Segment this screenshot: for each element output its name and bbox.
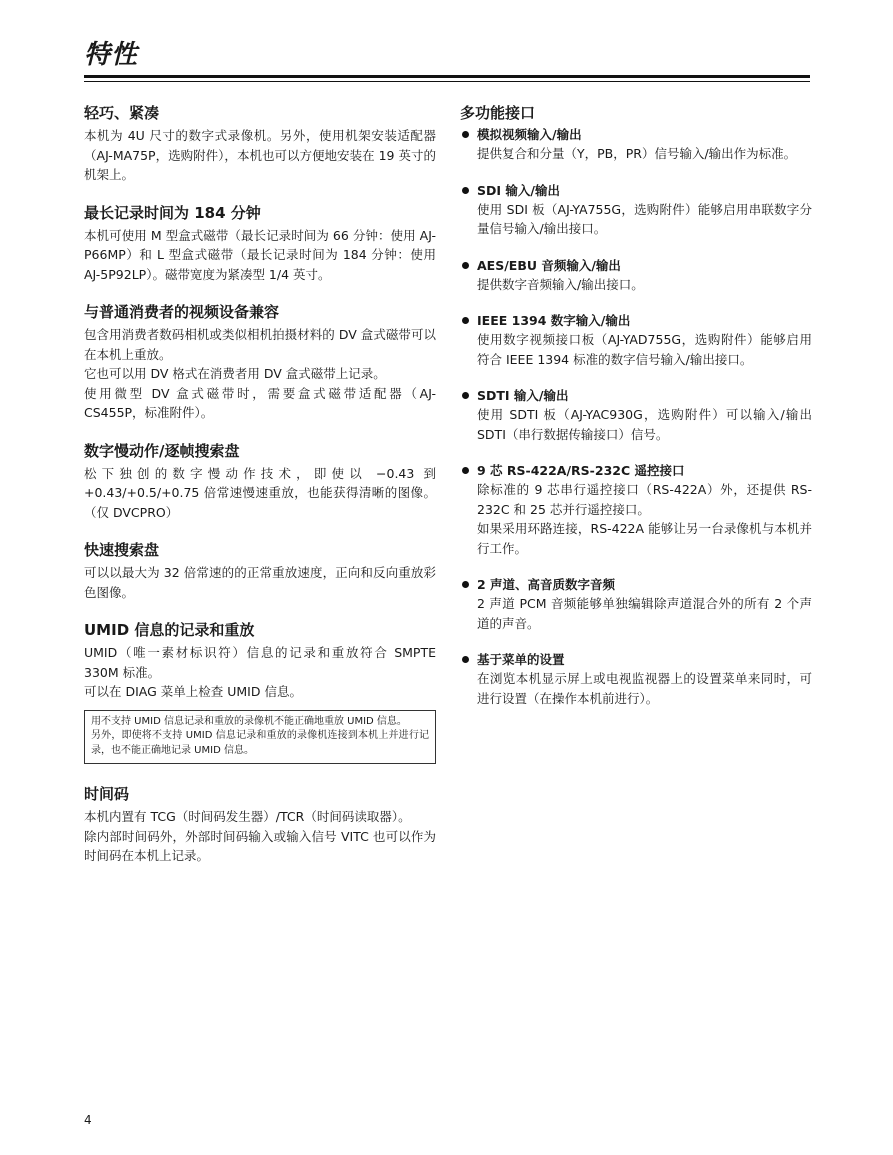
bullet-icon [462,131,469,138]
feature-paragraph: 在浏览本机显示屏上或电视监视器上的设置菜单来同时，可进行设置（在操作本机前进行）。 [477,671,812,706]
title-rule-thick [84,75,810,78]
feature-menu-setup [460,650,812,708]
section-heading: 快速搜索盘 [84,541,160,559]
section-paragraph: 它也可以用 DV 格式在消费者用 DV 盒式磁带上记录。 [84,366,386,381]
section-paragraph: UMID（唯一素材标识符）信息的记录和重放符合 SMPTE 330M 标准。 [84,645,436,680]
left-column [84,103,436,884]
section-record-time [84,203,436,285]
bullet-icon [462,581,469,588]
section-paragraph: 本机为 4U 尺寸的数字式录像机。另外，使用机架安装适配器（AJ-MA75P，选购附件），本机也可以方便地安装在 19 英寸的机架上。 [84,128,436,182]
feature-sdi [460,181,812,239]
section-heading: UMID 信息的记录和重放 [84,621,255,639]
section-fast-search [84,540,436,602]
note-text: 用不支持 UMID 信息记录和重放的录像机不能正确地重放 UMID 信息。 [91,715,407,727]
feature-paragraph: 使用 SDI 板（AJ-YA755G，选购附件）能够启用串联数字分量信号输入/输出接口。 [477,201,812,236]
section-heading: 轻巧、紧凑 [84,104,160,122]
note-text: 另外，即使将不支持 UMID 信息记录和重放的录像机连接到本机上并进行记录，也不能正确地记录 UMID 信息。 [91,730,429,756]
feature-paragraph: 提供复合和分量（Y，PB，PR）信号输入/输出作为标准。 [477,146,797,161]
feature-remote-interface [460,461,812,558]
section-heading: 与普通消费者的视频设备兼容 [84,303,280,321]
feature-heading: 2 声道、高音质数字音频 [477,577,616,592]
section-paragraph: 使用微型 DV 盒式磁带时，需要盒式磁带适配器（AJ-CS455P，标准附件）。 [84,385,436,420]
section-paragraph: 本机可使用 M 型盒式磁带（最长记录时间为 66 分钟：使用 AJ-P66MP）和 L 型盒式磁带（最长记录时间为 184 分钟：使用 AJ-5P92LP）。磁带宽度为紧凑型 1/4 英寸。 [84,227,436,282]
section-paragraph: 除内部时间码外，外部时间码输入或输入信号 VITC 也可以作为时间码在本机上记录。 [84,828,436,863]
note-box [84,710,436,765]
feature-analog-video [460,125,812,164]
interfaces-heading: 多功能接口 [460,104,536,122]
section-heading: 数字慢动作/逐帧搜索盘 [84,441,240,460]
feature-ieee1394 [460,311,812,369]
section-paragraph: 可以在 DIAG 菜单上检查 UMID 信息。 [84,684,302,699]
bullet-icon [462,317,469,324]
section-heading: 最长记录时间为 184 分钟 [84,203,261,222]
feature-heading: SDTI 输入/输出 [477,388,569,403]
feature-heading: 9 芯 RS-422A/RS-232C 遥控接口 [477,463,685,478]
section-consumer-compat [84,302,436,423]
feature-digital-audio [460,575,812,633]
bullet-icon [462,467,469,474]
page-number: 4 [84,1113,92,1127]
feature-heading: AES/EBU 音频输入/输出 [477,257,621,273]
feature-heading: 基于菜单的设置 [477,652,565,667]
right-column [460,103,812,725]
section-compact [84,103,436,185]
feature-heading: SDI 输入/输出 [477,182,560,198]
section-heading: 时间码 [84,785,130,803]
feature-paragraph: 除标准的 9 芯串行遥控接口（RS-422A）外，还提供 RS-232C 和 25 芯并行遥控接口。 [477,482,812,517]
section-paragraph: 本机内置有 TCG（时间码发生器）/TCR（时间码读取器）。 [84,809,411,824]
feature-sdti [460,386,812,444]
bullet-icon [462,392,469,399]
feature-paragraph: 提供数字音频输入/输出接口。 [477,276,644,292]
feature-paragraph: 如果采用环路连接，RS-422A 能够让另一台录像机与本机并行工作。 [477,521,812,556]
bullet-icon [462,656,469,663]
feature-heading: IEEE 1394 数字输入/输出 [477,313,631,328]
bullet-icon [462,262,469,269]
page-title: 特性 [84,40,139,70]
feature-aes-ebu [460,256,812,295]
feature-paragraph: 使用数字视频接口板（AJ-YAD755G，选购附件）能够启用符合 IEEE 1394 标准的数字信号输入/输出接口。 [477,332,812,367]
section-slow-motion [84,441,436,523]
title-rule-thin [84,81,810,82]
section-paragraph: 松下独创的数字慢动作技术，即使以 −0.43 到 +0.43/+0.5/+0.75 倍常速慢速重放，也能获得清晰的图像。（仅 DVCPRO） [84,465,436,520]
feature-paragraph: 2 声道 PCM 音频能够单独编辑除声道混合外的所有 2 个声道的声音。 [477,596,812,631]
section-timecode [84,784,436,866]
section-umid [84,620,436,764]
feature-heading: 模拟视频输入/输出 [477,127,582,142]
section-paragraph: 包含用消费者数码相机或类似相机拍摄材料的 DV 盒式磁带可以在本机上重放。 [84,327,436,362]
section-paragraph: 可以以最大为 32 倍常速的的正常重放速度，正向和反向重放彩色图像。 [84,565,436,600]
bullet-icon [462,187,469,194]
feature-paragraph: 使用 SDTI 板（AJ-YAC930G，选购附件）可以输入/输出 SDTI（串行数据传输接口）信号。 [477,407,812,442]
